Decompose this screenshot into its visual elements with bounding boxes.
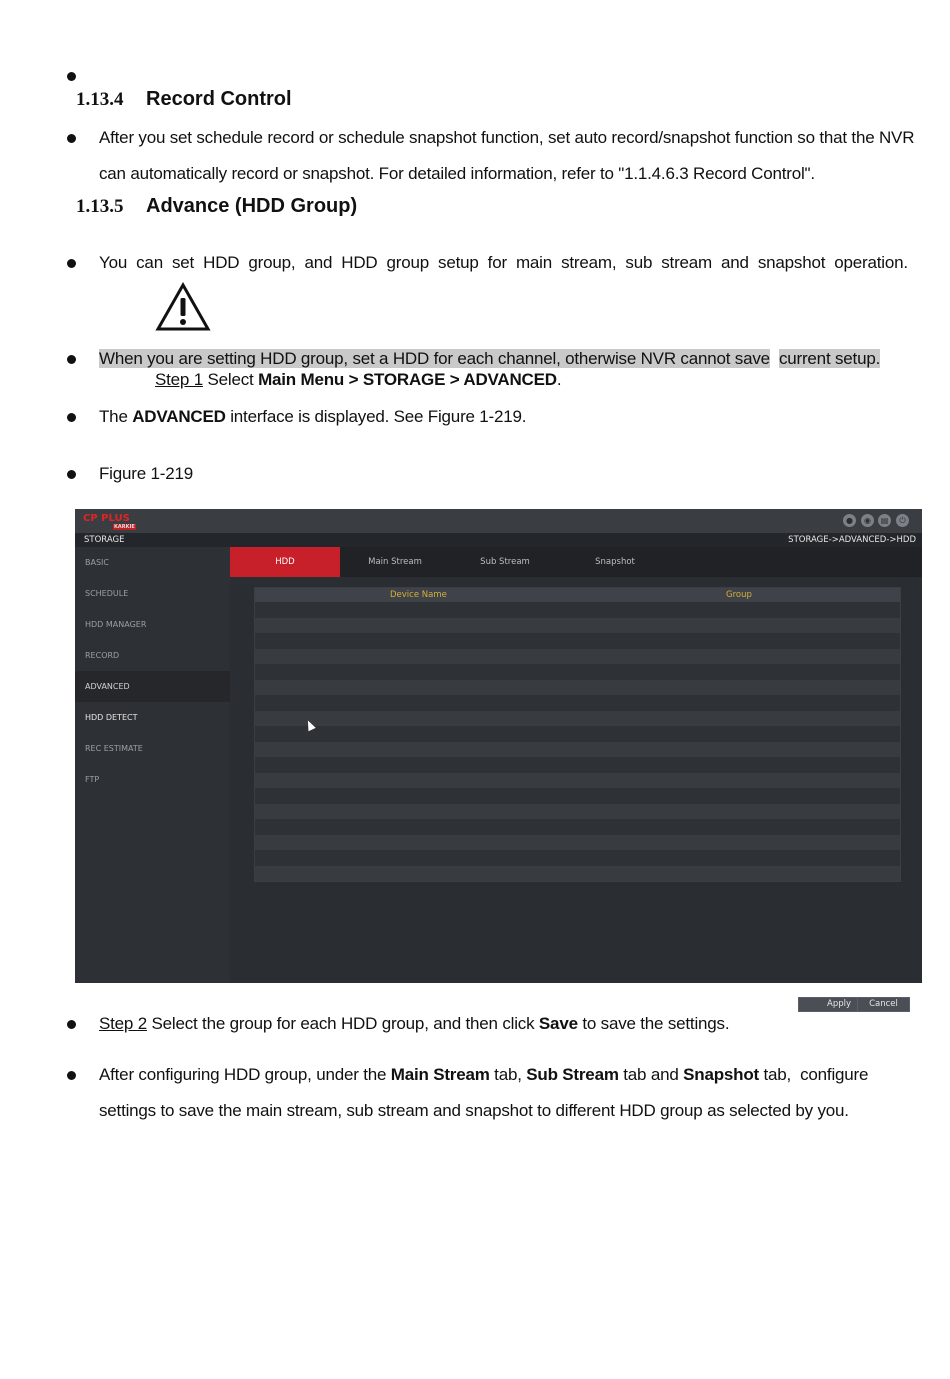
tab-hdd[interactable]: HDD [230, 547, 340, 577]
table-row[interactable] [255, 804, 900, 819]
sidebar-item-hdd-manager[interactable]: HDD MANAGER [85, 620, 147, 629]
tab-main-stream[interactable]: Main Stream [368, 557, 422, 567]
sidebar-item-advanced[interactable]: ADVANCED [75, 671, 230, 702]
sidebar-item-record[interactable]: RECORD [85, 651, 120, 660]
eye-icon[interactable]: ● [843, 514, 856, 527]
storage-path-bar: STORAGE STORAGE->ADVANCED->HDD [75, 533, 922, 547]
sidebar [75, 547, 230, 983]
hdd-group-table [254, 587, 901, 882]
table-header [255, 588, 900, 602]
section-heading-record-control: 1.13.4 Record Control [76, 88, 292, 110]
sidebar-item-basic[interactable]: BASIC [85, 558, 109, 567]
warning-note: When you are setting HDD group, set a HDD for each channel, otherwise NVR cannot save current setup. [99, 349, 881, 368]
table-row[interactable] [255, 835, 900, 850]
record-control-text: After you set schedule record or schedule snapshot function, set auto record/snapshot function so that the NVR can automatically record or snapshot. For detailed information, refer to "1.1.4.6.3 Record Control". [99, 128, 915, 183]
cp-plus-logo: CP PLUS KARKIE [83, 513, 135, 530]
figure-caption: Figure 1-219 [99, 464, 193, 483]
table-row[interactable] [255, 680, 900, 695]
bullet [67, 355, 76, 364]
sidebar-item-rec-estimate[interactable]: REC ESTIMATE [85, 744, 143, 753]
sidebar-item-schedule[interactable]: SCHEDULE [85, 589, 129, 598]
apply-button[interactable]: Apply [798, 997, 880, 1012]
breadcrumb: STORAGE->ADVANCED->HDD [788, 535, 916, 545]
section-heading-advance-hdd-group: 1.13.5 Advance (HDD Group) [76, 195, 358, 217]
bullet [67, 134, 76, 143]
tab-snapshot[interactable]: Snapshot [595, 557, 635, 567]
step1: Step 1 Select Main Menu > STORAGE > ADVANCED. [155, 370, 562, 389]
bullet [67, 1071, 76, 1080]
tab-bar [230, 547, 922, 577]
hdd-group-intro: You can set HDD group, and HDD group setup for main stream, sub stream and snapshot operation. [99, 253, 908, 272]
table-row[interactable] [255, 618, 900, 633]
sidebar-item-hdd-detect[interactable]: HDD DETECT [85, 713, 138, 722]
figure-screenshot [75, 509, 922, 1009]
warning-triangle-icon [155, 282, 211, 332]
bullet [67, 259, 76, 268]
bullet [67, 1020, 76, 1029]
step2: Step 2 Select the group for each HDD group, and then click Save to save the settings. [99, 1014, 730, 1033]
column-device-name: Device Name [390, 590, 447, 600]
bullet [67, 413, 76, 422]
tab-sub-stream[interactable]: Sub Stream [480, 557, 530, 567]
advanced-content [230, 547, 922, 1009]
after-configuring-text: After configuring HDD group, under the Main Stream tab, Sub Stream tab and Snapshot tab, configure settings to save the main stream, sub stream and snapshot to different HDD group as selected by you. [99, 1065, 869, 1120]
advanced-displayed-text: The ADVANCED interface is displayed. See Figure 1-219. [99, 407, 527, 426]
sidebar-item-ftp[interactable]: FTP [85, 775, 100, 784]
table-row[interactable] [255, 649, 900, 664]
table-row[interactable] [255, 866, 900, 881]
cancel-button[interactable]: Cancel [857, 997, 910, 1012]
column-group: Group [726, 590, 752, 600]
table-row[interactable] [255, 742, 900, 757]
menu-icon[interactable]: ▤ [878, 514, 891, 527]
table-row[interactable] [255, 773, 900, 788]
power-icon[interactable]: ⏻ [896, 514, 909, 527]
nvr-top-bar [75, 509, 922, 533]
bullet [67, 72, 76, 81]
table-row[interactable] [255, 711, 900, 726]
bullet [67, 470, 76, 479]
user-icon[interactable]: ◉ [861, 514, 874, 527]
